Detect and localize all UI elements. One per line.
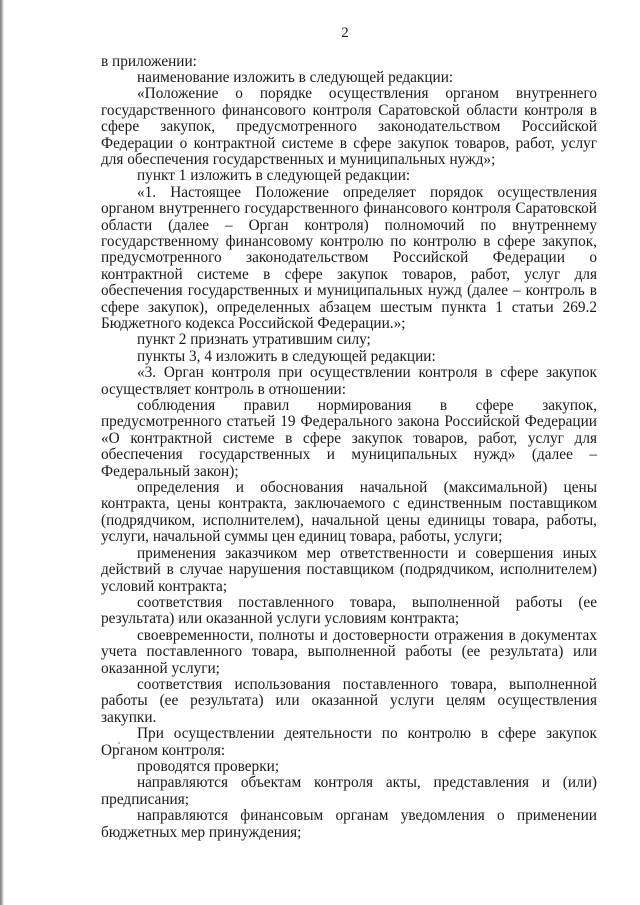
paragraph: «3. Орган контроля при осуществлении контроля в сфере закупок осуществляет контроль в отношении: <box>101 364 597 398</box>
paragraph: «1. Настоящее Положение определяет порядок осуществления органом внутреннего государственного финансового контроля Саратовской области (далее – Орган контроля) полномочий по внутреннему государственному финансовому контролю по контролю в сфере закупок, предусмотренного законодательством Российской Федерации о контрактной системе в сфере закупок товаров, работ, услуг для обеспечения государственных и муниципальных нужд (далее – контроль в сфере закупок), определенных абзацем шестым пункта 1 статьи 269.2 Бюджетного кодекса Российской Федерации.»; <box>101 183 597 332</box>
document-body <box>101 54 597 842</box>
paragraph: наименование изложить в следующей редакции: <box>137 68 454 86</box>
paragraph: соответствия использования поставленного товара, выполненной работы (ее результата) или оказанной услуги целям осуществления закупки. <box>101 675 597 726</box>
paragraph: определения и обоснования начальной (максимальной) цены контракта, цены контракта, заключаемого с единственным поставщиком (подрядчиком, исполнителем), начальной цены единицы товара, работы, услуги, начальной суммы цен единиц товара, работы, услуги; <box>101 479 597 546</box>
paragraph: соответствия поставленного товара, выполненной работы (ее результата) или оказанной услуги условиям контракта; <box>101 593 597 628</box>
paragraph: проводятся проверки; <box>137 757 280 775</box>
paragraph: направляются объектам контроля акты, представления и (или) предписания; <box>101 774 597 808</box>
paragraph: пункт 2 признать утратившим силу; <box>137 331 371 349</box>
paragraph: соблюдения правил нормирования в сфере закупок, предусмотренного статьей 19 Федерального закона Российской Федерации «О контрактной системе в сфере закупок товаров, работ, услуг для обеспечения государственных и муниципальных нужд» (далее – Федеральный закон); <box>101 397 597 480</box>
paragraph: в приложении: <box>101 52 197 70</box>
paragraph: своевременности, полноты и достоверности отражения в документах учета поставленного товара, выполненной работы (ее результата) или оказанной услуги; <box>101 626 597 677</box>
paragraph: При осуществлении деятельности по контролю в сфере закупок Органом контроля: <box>101 725 597 759</box>
scan-edge <box>0 0 4 905</box>
paragraph: пункт 1 изложить в следующей редакции: <box>137 167 411 185</box>
paragraph: пункты 3, 4 изложить в следующей редакции: <box>137 347 436 365</box>
paragraph: направляются финансовым органам уведомления о применении бюджетных мер принуждения; <box>101 807 597 841</box>
paragraph: применения заказчиком мер ответственности и совершения иных действий в случае нарушения поставщиком (подрядчиком, исполнителем) условий контракта; <box>101 544 597 595</box>
paragraph: «Положение о порядке осуществления органом внутреннего государственного финансового контроля Саратовской области контроля в сфере закупок, предусмотренного законодательством Российской Федерации о контрактной системе в сфере закупок товаров, работ, услуг для обеспечения государственных и муниципальных нужд»; <box>101 85 597 168</box>
page-number: 2 <box>341 25 349 41</box>
